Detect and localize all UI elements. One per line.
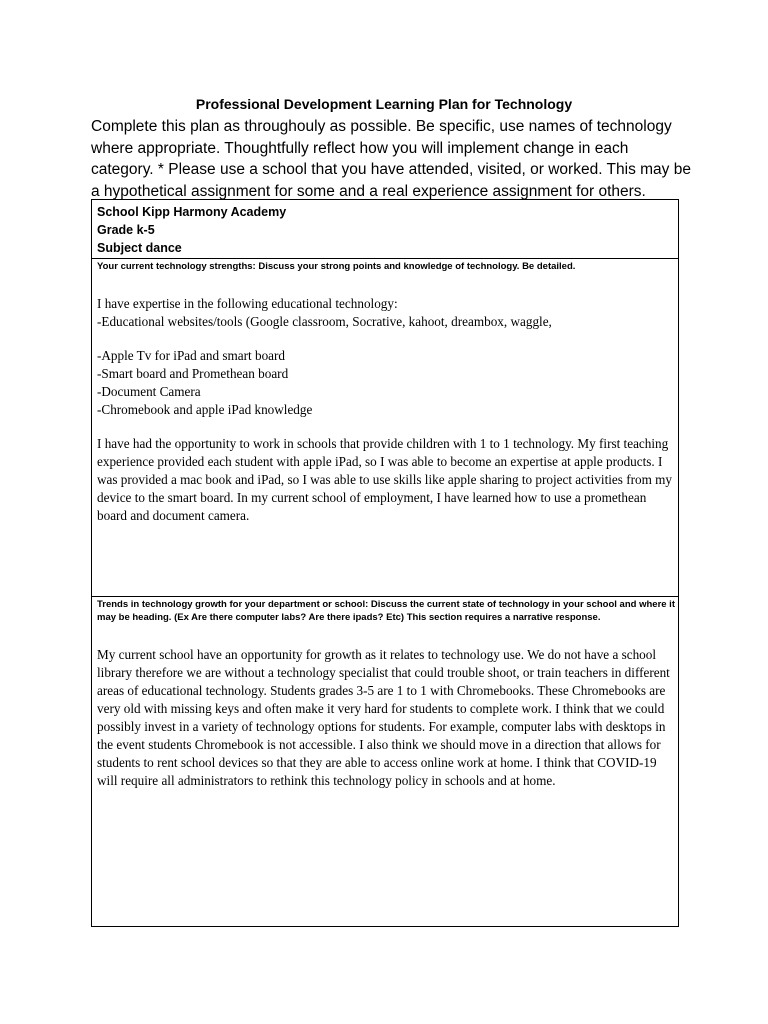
school-name: School Kipp Harmony Academy [97, 205, 287, 219]
subject: Subject dance [97, 241, 182, 255]
plan-table [91, 199, 679, 927]
instructions-text: Complete this plan as throughouly as possible. Be specific, use names of technology where appropriate. Thoughtfully reflect how you will implement change in each category. * Please use a school that you have attended, visited, or worked. This may be a hypothetical assignment for some and a real experience assignment for others. [91, 118, 691, 200]
trends-cell [92, 597, 678, 926]
strength-list-item: -Educational websites/tools (Google classroom, Socrative, kahoot, dreambox, waggle, [97, 314, 552, 329]
trends-paragraph: My current school have an opportunity for growth as it relates to technology use. We do not have a school library therefore we are without a technology specialist that could trouble shoot, or train teachers in different areas of educational technology. Students grades 3-5 are 1 to 1 with Chromebooks. These Chromebooks are very old with missing keys and often make it very hard for students to complete work. I think that we could possibly invest in a variety of technology options for students. For example, computer labs with desktops in the event students Chromebook is not accessible. I also think we should move in a direction that allows for students to rent school devices so that they are able to access online work at home. I think that COVID-19 will require all administrators to rethink this technology policy in schools and at home. [97, 647, 670, 788]
strength-list-item: -Chromebook and apple iPad knowledge [97, 402, 313, 417]
trends-prompt: Trends in technology growth for your department or school: Discuss the current state of technology in your school and where it may be heading. (Ex Are there computer labs? Are there ipads? Etc) This section requires a narrative response. [97, 599, 675, 623]
strengths-response [92, 295, 678, 525]
strengths-cell [92, 259, 678, 597]
grade-level: Grade k-5 [97, 223, 155, 237]
strength-list-item: -Smart board and Promethean board [97, 366, 289, 381]
strength-list-item: -Apple Tv for iPad and smart board [97, 348, 285, 363]
strengths-prompt: Your current technology strengths: Discuss your strong points and knowledge of technology. Be detailed. [97, 261, 576, 272]
strength-list-item: -Document Camera [97, 384, 201, 399]
document-title: Professional Development Learning Plan for Technology [195, 96, 573, 112]
strengths-intro: I have expertise in the following educational technology: [97, 296, 398, 311]
school-info-cell [92, 200, 678, 259]
strengths-paragraph: I have had the opportunity to work in schools that provide children with 1 to 1 technology. My first teaching experience provided each student with apple iPad, so I was able to become an expertise at apple products. I was provided a mac book and iPad, so I was able to use skills like apple sharing to project activities from my device to the smart board. In my current school of employment, I have learned how to use a promethean board and document camera. [97, 436, 672, 523]
trends-response [92, 646, 678, 790]
